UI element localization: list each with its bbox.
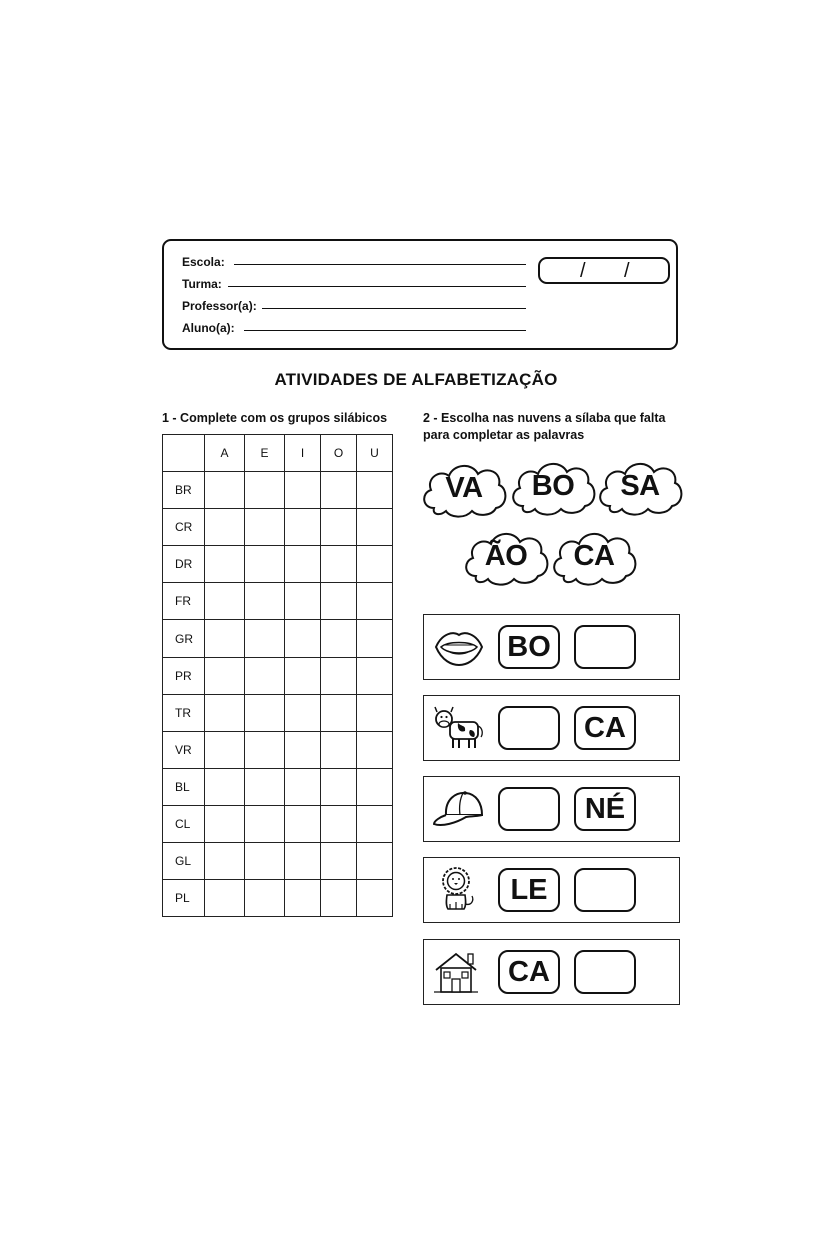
grid-row-label: GL bbox=[163, 843, 205, 880]
grid-answer-cell[interactable] bbox=[245, 472, 285, 509]
cow-icon bbox=[432, 702, 486, 754]
mouth-icon bbox=[432, 621, 486, 673]
grid-answer-cell[interactable] bbox=[285, 509, 321, 546]
answer-box[interactable] bbox=[574, 950, 636, 994]
word-row-cow bbox=[423, 695, 680, 761]
grid-answer-cell[interactable] bbox=[285, 546, 321, 583]
syllable-box: BO bbox=[498, 625, 560, 669]
grid-answer-cell[interactable] bbox=[357, 509, 393, 546]
grid-header-cell bbox=[163, 435, 205, 472]
grid-row-label: FR bbox=[163, 583, 205, 620]
professor-field[interactable] bbox=[262, 308, 526, 309]
cloud-syllable: ÃO bbox=[484, 539, 528, 572]
syllable-cloud[interactable] bbox=[420, 458, 508, 520]
grid-header-cell: A bbox=[205, 435, 245, 472]
grid-row-label: VR bbox=[163, 731, 205, 768]
grid-answer-cell[interactable] bbox=[285, 880, 321, 917]
grid-answer-cell[interactable] bbox=[205, 843, 245, 880]
grid-answer-cell[interactable] bbox=[205, 620, 245, 657]
grid-answer-cell[interactable] bbox=[205, 583, 245, 620]
escola-label: Escola: bbox=[182, 255, 225, 269]
grid-answer-cell[interactable] bbox=[357, 768, 393, 805]
grid-answer-cell[interactable] bbox=[205, 546, 245, 583]
grid-answer-cell[interactable] bbox=[321, 472, 357, 509]
answer-box[interactable] bbox=[498, 787, 560, 831]
cloud-syllable: CA bbox=[573, 539, 615, 572]
grid-row bbox=[163, 843, 393, 880]
grid-answer-cell[interactable] bbox=[285, 620, 321, 657]
grid-answer-cell[interactable] bbox=[321, 620, 357, 657]
cloud-syllable: VA bbox=[445, 471, 483, 504]
grid-row-label: CL bbox=[163, 805, 205, 842]
answer-box[interactable] bbox=[574, 868, 636, 912]
grid-answer-cell[interactable] bbox=[205, 880, 245, 917]
grid-row-label: PR bbox=[163, 657, 205, 694]
grid-header-cell: U bbox=[357, 435, 393, 472]
answer-box[interactable] bbox=[498, 706, 560, 750]
date-slash: / bbox=[580, 260, 586, 282]
grid-answer-cell[interactable] bbox=[205, 731, 245, 768]
activity2-instruction-line: para completar as palavras bbox=[423, 428, 585, 442]
grid-row bbox=[163, 805, 393, 842]
answer-box[interactable] bbox=[574, 625, 636, 669]
grid-answer-cell[interactable] bbox=[357, 843, 393, 880]
grid-answer-cell[interactable] bbox=[245, 657, 285, 694]
syllable-cloud[interactable] bbox=[509, 456, 597, 518]
grid-answer-cell[interactable] bbox=[321, 880, 357, 917]
syllable-box: CA bbox=[574, 706, 636, 750]
grid-answer-cell[interactable] bbox=[321, 694, 357, 731]
grid-answer-cell[interactable] bbox=[321, 805, 357, 842]
word-row-house bbox=[423, 939, 680, 1005]
word-row-cap bbox=[423, 776, 680, 842]
grid-answer-cell[interactable] bbox=[357, 583, 393, 620]
grid-header-cell: O bbox=[321, 435, 357, 472]
grid-answer-cell[interactable] bbox=[245, 805, 285, 842]
grid-answer-cell[interactable] bbox=[357, 657, 393, 694]
grid-answer-cell[interactable] bbox=[245, 843, 285, 880]
cloud-syllable: SA bbox=[620, 469, 660, 502]
grid-answer-cell[interactable] bbox=[357, 880, 393, 917]
activity2-instruction-line: 2 - Escolha nas nuvens a sílaba que falta bbox=[423, 411, 666, 425]
grid-row-label: BL bbox=[163, 768, 205, 805]
grid-answer-cell[interactable] bbox=[357, 472, 393, 509]
grid-row bbox=[163, 731, 393, 768]
grid-row bbox=[163, 472, 393, 509]
grid-row bbox=[163, 657, 393, 694]
grid-answer-cell[interactable] bbox=[357, 694, 393, 731]
syllable-cloud[interactable] bbox=[462, 526, 550, 588]
grid-answer-cell[interactable] bbox=[321, 509, 357, 546]
student-info-box bbox=[162, 239, 678, 350]
grid-answer-cell[interactable] bbox=[285, 731, 321, 768]
grid-row bbox=[163, 620, 393, 657]
grid-answer-cell[interactable] bbox=[205, 509, 245, 546]
grid-answer-cell[interactable] bbox=[321, 583, 357, 620]
grid-row bbox=[163, 694, 393, 731]
lion-icon bbox=[432, 864, 486, 916]
grid-answer-cell[interactable] bbox=[205, 657, 245, 694]
grid-row-label: BR bbox=[163, 472, 205, 509]
aluno-label: Aluno(a): bbox=[182, 321, 235, 335]
grid-row-label: TR bbox=[163, 694, 205, 731]
grid-answer-cell[interactable] bbox=[285, 472, 321, 509]
grid-answer-cell[interactable] bbox=[205, 805, 245, 842]
syllable-box: LE bbox=[498, 868, 560, 912]
date-slash: / bbox=[624, 260, 630, 282]
grid-answer-cell[interactable] bbox=[245, 880, 285, 917]
grid-answer-cell[interactable] bbox=[205, 768, 245, 805]
grid-answer-cell[interactable] bbox=[321, 843, 357, 880]
syllable-cloud[interactable] bbox=[550, 526, 638, 588]
grid-answer-cell[interactable] bbox=[321, 657, 357, 694]
date-field[interactable] bbox=[538, 257, 670, 284]
grid-row bbox=[163, 546, 393, 583]
syllable-cloud[interactable] bbox=[596, 456, 684, 518]
grid-row bbox=[163, 583, 393, 620]
grid-header-row bbox=[163, 435, 393, 472]
word-row-mouth bbox=[423, 614, 680, 680]
grid-answer-cell[interactable] bbox=[321, 768, 357, 805]
grid-row bbox=[163, 768, 393, 805]
grid-answer-cell[interactable] bbox=[245, 620, 285, 657]
grid-row-label: DR bbox=[163, 546, 205, 583]
grid-answer-cell[interactable] bbox=[357, 620, 393, 657]
professor-label: Professor(a): bbox=[182, 299, 257, 313]
house-icon bbox=[432, 946, 486, 998]
grid-header-cell: I bbox=[285, 435, 321, 472]
turma-label: Turma: bbox=[182, 277, 222, 291]
grid-row bbox=[163, 509, 393, 546]
grid-answer-cell[interactable] bbox=[285, 843, 321, 880]
grid-answer-cell[interactable] bbox=[357, 805, 393, 842]
grid-answer-cell[interactable] bbox=[285, 768, 321, 805]
grid-answer-cell[interactable] bbox=[285, 694, 321, 731]
grid-row-label: GR bbox=[163, 620, 205, 657]
aluno-field[interactable] bbox=[244, 330, 526, 331]
grid-answer-cell[interactable] bbox=[245, 768, 285, 805]
grid-header-cell: E bbox=[245, 435, 285, 472]
cloud-syllable: BO bbox=[531, 469, 575, 502]
cap-icon bbox=[432, 783, 486, 835]
escola-field[interactable] bbox=[234, 264, 526, 265]
grid-answer-cell[interactable] bbox=[285, 657, 321, 694]
syllable-grid bbox=[162, 434, 393, 917]
grid-answer-cell[interactable] bbox=[245, 546, 285, 583]
grid-answer-cell[interactable] bbox=[245, 694, 285, 731]
grid-answer-cell[interactable] bbox=[205, 694, 245, 731]
activity2-instruction bbox=[423, 410, 665, 444]
word-row-lion bbox=[423, 857, 680, 923]
grid-answer-cell[interactable] bbox=[245, 583, 285, 620]
grid-row bbox=[163, 880, 393, 917]
grid-row-label: PL bbox=[163, 880, 205, 917]
syllable-box: CA bbox=[498, 950, 560, 994]
grid-row-label: CR bbox=[163, 509, 205, 546]
activity1-instruction: 1 - Complete com os grupos silábicos bbox=[162, 411, 388, 425]
grid-answer-cell[interactable] bbox=[245, 509, 285, 546]
syllable-box: NÉ bbox=[574, 787, 636, 831]
grid-answer-cell[interactable] bbox=[285, 805, 321, 842]
turma-field[interactable] bbox=[228, 286, 526, 287]
grid-answer-cell[interactable] bbox=[321, 731, 357, 768]
page-title: ATIVIDADES DE ALFABETIZAÇÃO bbox=[274, 370, 558, 389]
grid-answer-cell[interactable] bbox=[285, 583, 321, 620]
grid-answer-cell[interactable] bbox=[357, 546, 393, 583]
grid-answer-cell[interactable] bbox=[245, 731, 285, 768]
grid-answer-cell[interactable] bbox=[205, 472, 245, 509]
grid-answer-cell[interactable] bbox=[357, 731, 393, 768]
grid-answer-cell[interactable] bbox=[321, 546, 357, 583]
